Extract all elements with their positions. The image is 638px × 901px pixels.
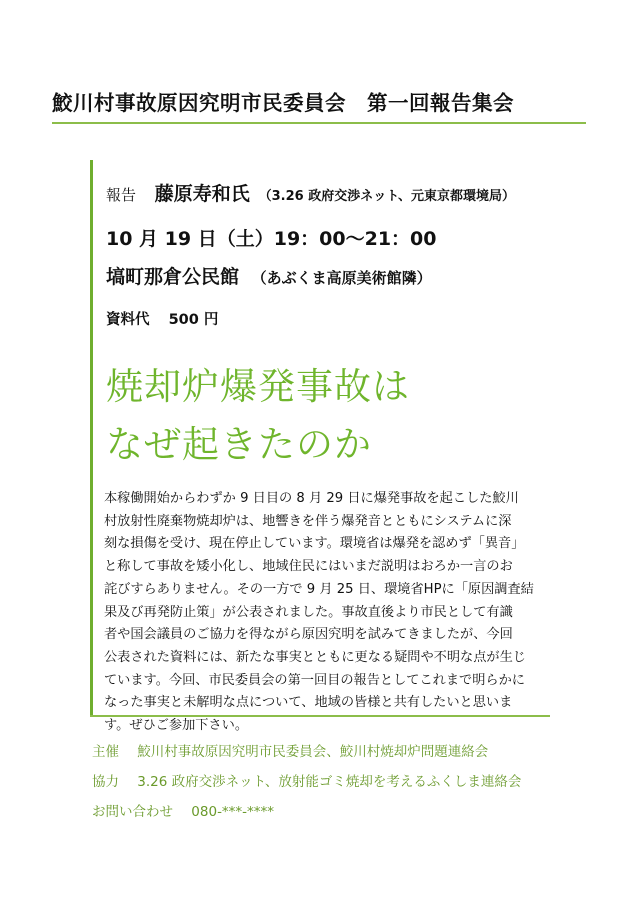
venue-note: （あぶくま高原美術館隣）: [251, 269, 432, 287]
contact-value: 080-***-****: [191, 804, 275, 820]
venue-name: 塙町那倉公民館: [106, 266, 240, 288]
body-line: す。ぜひご参加下さい。: [104, 718, 249, 734]
cooperation-value: 3.26 政府交渉ネット、放射能ゴミ焼却を考えるふくしま連絡会: [137, 774, 522, 790]
fee-amount: 500 円: [168, 312, 219, 328]
speaker-name: 藤原寿和氏: [154, 183, 250, 205]
cooperation-label: 協力: [92, 774, 119, 790]
headline-line-1: 焼却炉爆発事故は: [106, 365, 410, 408]
accent-side-bar: [90, 160, 93, 715]
contact-label: お問い合わせ: [92, 804, 173, 820]
body-line: 詫びすらありません。その一方で 9 月 25 日、環境省HPに「原因調査結: [104, 581, 534, 597]
body-line: 者や国会議員のご協力を得ながら原因究明を試みてきましたが、今回: [104, 627, 513, 643]
page-title: 鮫川村事故原因究明市民委員会 第一回報告集会: [52, 91, 514, 115]
body-line: ています。今回、市民委員会の第一回目の報告としてこれまで明らかに: [104, 672, 525, 688]
body-line: 本稼働開始からわずか 9 日目の 8 月 29 日に爆発事故を起こした鮫川: [104, 491, 519, 506]
event-datetime: 10 月 19 日（土）19：00～21：00: [106, 228, 437, 250]
contact-line: [92, 800, 274, 820]
headline-line-2: なぜ起きたのか: [106, 423, 372, 466]
organizer-label: 主催: [92, 744, 119, 760]
title-divider: [52, 122, 586, 124]
organizer-value: 鮫川村事故原因究明市民委員会、鮫川村焼却炉問題連絡会: [137, 744, 489, 760]
speaker-label: 報告: [106, 186, 137, 204]
body-line: 果及び再発防止策」が公表されました。事故直後より市民として有識: [104, 604, 513, 620]
cooperation-line: [92, 770, 521, 790]
speaker-line: [106, 179, 515, 206]
fee-line: [106, 308, 218, 329]
body-line: 村放射性廃棄物焼却炉は、地響きを伴う爆発音とともにシステムに深: [104, 513, 512, 529]
body-divider: [90, 715, 550, 717]
body-line: 刻な損傷を受け、現在停止しています。環境省は爆発を認めず「異音」: [104, 536, 525, 552]
venue-line: [106, 262, 432, 289]
body-line: なった事実と未解明な点について、地域の皆様と共有したいと思いま: [104, 695, 513, 711]
organizer-line: [92, 740, 488, 760]
body-line: と称して事故を矮小化し、地域住民にはいまだ説明はおろか一言のお: [104, 559, 513, 575]
speaker-affiliation: （3.26 政府交渉ネット、元東京都環境局）: [258, 189, 516, 204]
body-line: 公表された資料には、新たな事実とともに更なる疑問や不明な点が生じ: [104, 649, 526, 665]
fee-label: 資料代: [106, 312, 150, 328]
body-paragraph: [104, 488, 556, 738]
